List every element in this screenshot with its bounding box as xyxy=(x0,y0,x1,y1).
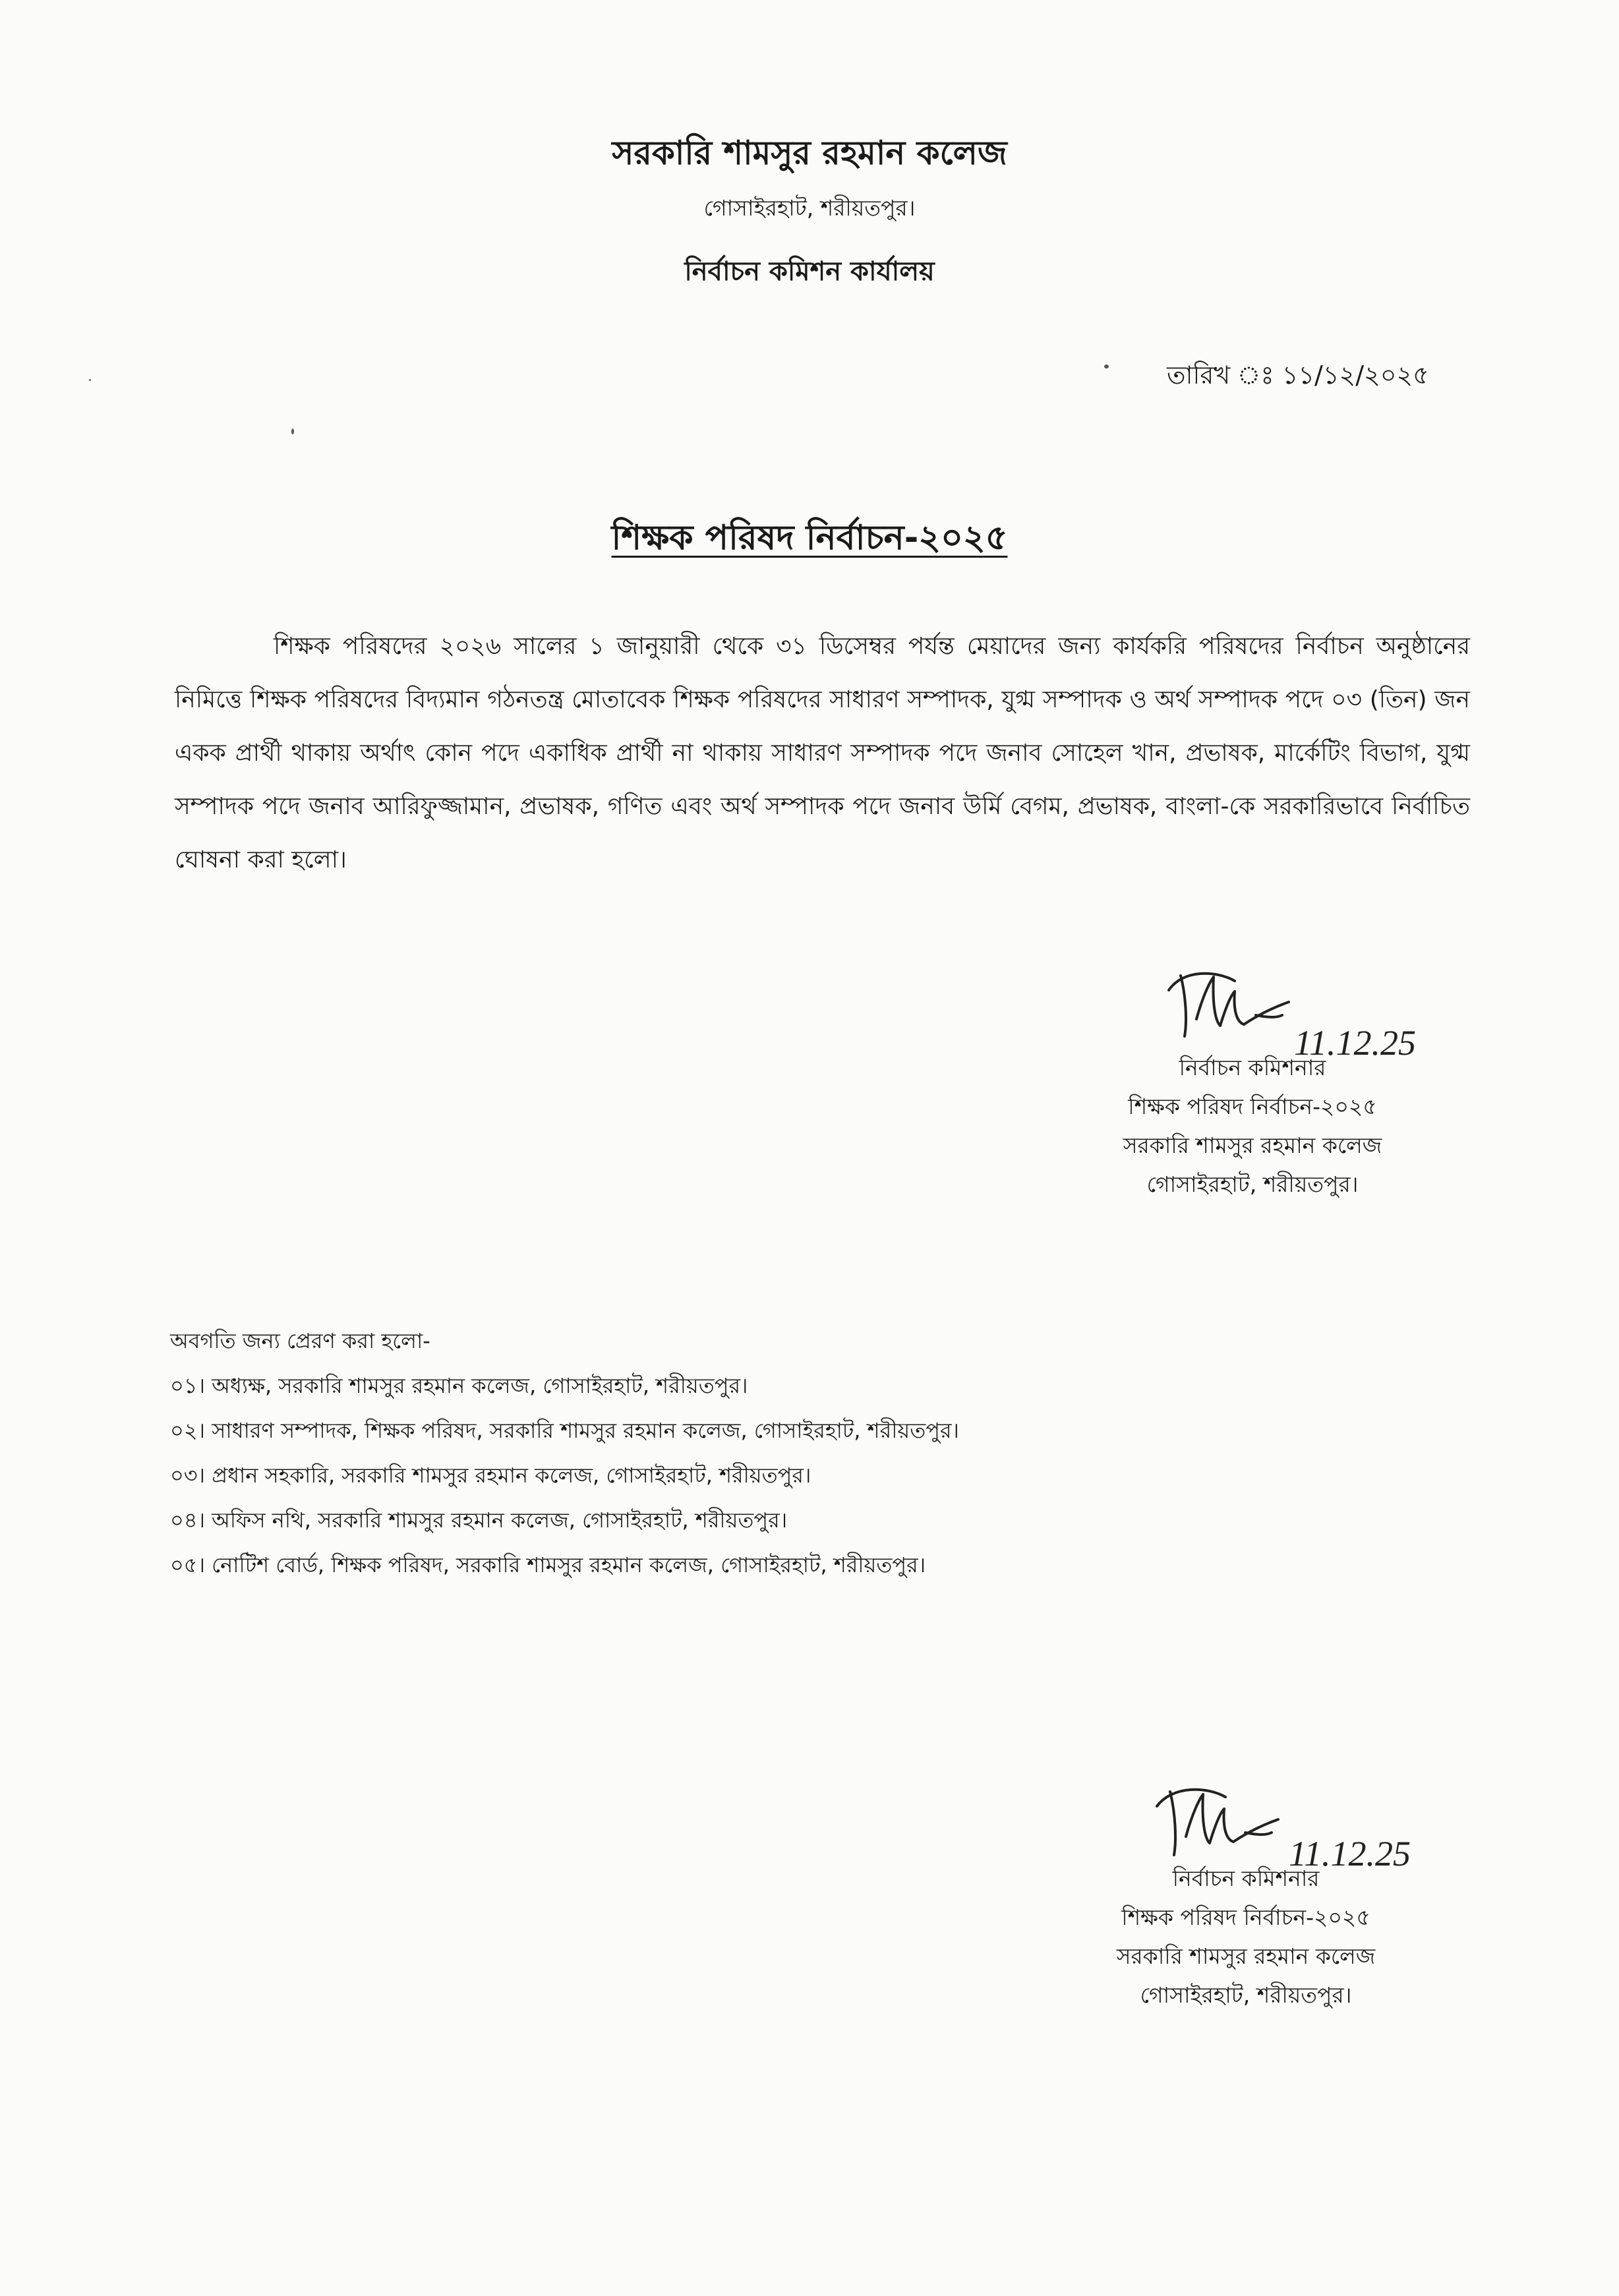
signature-1-block xyxy=(1081,1048,1424,1204)
notice-title xyxy=(0,511,1619,568)
signature-1-role: নির্বাচন কমিশনার xyxy=(1179,1055,1326,1080)
cc-item: ০৪। অফিস নথি, সরকারি শামসুর রহমান কলেজ, গোসাইরহাট, শরীয়তপুর। xyxy=(170,1508,788,1533)
cc-item: ০৫। নোটিশ বোর্ড, শিক্ষক পরিষদ, সরকারি শামসুর রহমান কলেজ, গোসাইরহাট, শরীয়তপুর। xyxy=(170,1552,926,1577)
signature-2-date: 11.12.25 xyxy=(1289,1834,1411,1873)
scan-speck xyxy=(291,428,294,434)
college-address: গোসাইরহাট, শরীয়তপুর। xyxy=(703,195,916,221)
cc-item: ০১। অধ্যক্ষ, সরকারি শামসুর রহমান কলেজ, গোসাইরহাট, শরীয়তপুর। xyxy=(170,1373,748,1398)
notice-body: শিক্ষক পরিষদের ২০২৬ সালের ১ জানুয়ারী থেকে ৩১ ডিসেম্বর পর্যন্ত মেয়াদের জন্য কার্যকরি পরিষদের নির্বাচন অনুষ্ঠানের নিমিত্তে শিক্ষক পরিষদের বিদ্যমান গঠনতন্ত্র মোতাবেক শিক্ষক পরিষদের সাধারণ সম্পাদক, যুগ্ম সম্পাদক ও অর্থ সম্পাদক পদে ০৩ (তিন) জন একক প্রার্থী থাকায় অর্থাৎ কোন পদে একাধিক প্রার্থী না থাকায় সাধারণ সম্পাদক পদে জনাব সোহেল খান, প্রভাষক, মার্কেটিং বিভাগ, যুগ্ম সম্পাদক পদে জনাব আরিফুজ্জামান, প্রভাষক, গণিত এবং অর্থ সম্পাদক পদে জনাব উর্মি বেগম, প্রভাষক, বাংলা-কে সরকারিভাবে নির্বাচিত ঘোষনা করা হলো। xyxy=(175,633,1470,873)
signature-2-college: সরকারি শামসুর রহমান কলেজ xyxy=(1116,1943,1376,1969)
notice-date: তারিখ ঃ ১১/১২/২০২৫ xyxy=(1167,361,1429,390)
signature-1-election: শিক্ষক পরিষদ নির্বাচন-২০২৫ xyxy=(1128,1094,1377,1119)
cc-list xyxy=(170,1318,959,1587)
notice-title-text: শিক্ষক পরিষদ নির্বাচন-২০২৫ xyxy=(611,518,1008,558)
signature-1-date: 11.12.25 xyxy=(1294,1023,1416,1063)
cc-item: ০৩। প্রধান সহকারি, সরকারি শামসুর রহমান কলেজ, গোসাইরহাট, শরীয়তপুর। xyxy=(170,1463,811,1488)
scan-speck xyxy=(1104,365,1109,368)
signature-1-address: গোসাইরহাট, শরীয়তপুর। xyxy=(1146,1171,1359,1197)
office-name: নির্বাচন কমিশন কার্যালয় xyxy=(684,256,935,287)
college-name: সরকারি শামসুর রহমান কলেজ xyxy=(612,134,1007,172)
signature-2-address: গোসাইরহাট, শরীয়তপুর। xyxy=(1140,1982,1352,2008)
signature-2-election: শিক্ষক পরিষদ নির্বাচন-২০২৫ xyxy=(1121,1904,1370,1930)
signature-2-role: নির্বাচন কমিশনার xyxy=(1172,1866,1320,1891)
cc-item: ০২। সাধারণ সম্পাদক, শিক্ষক পরিষদ, সরকারি শামসুর রহমান কলেজ, গোসাইরহাট, শরীয়তপুর। xyxy=(170,1418,959,1443)
cc-heading: অবগতি জন্য প্রেরণ করা হলো- xyxy=(170,1328,430,1353)
signature-2-block xyxy=(1071,1859,1421,2015)
signature-1-college: সরকারি শামসুর রহমান কলেজ xyxy=(1123,1133,1382,1158)
scan-speck xyxy=(89,379,91,381)
